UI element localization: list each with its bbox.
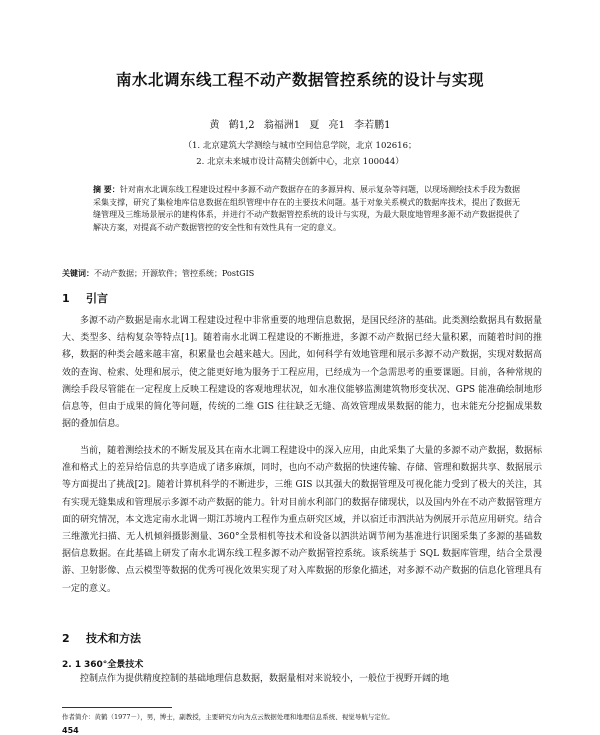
section-heading-intro xyxy=(62,290,108,306)
intro-paragraph-2: 当前，随着测绘技术的不断发展及其在南水北调工程建设中的深入应用，由此采集了大量的多源不动产数据，数据标准和格式上的差异给信息的共享造成了诸多麻烦，同时，也向不动产数据的快速传输、存储、管理和数据共享、数据展示等方面提出了挑战[2]。随着计算机科学的不断进步，三维 GIS 以其强大的数据管理及可视化能力受到了极大的关注，其有实现无缝集成和管理展示多源不动产数据的能力。针对目前水利部门的数据存储现状，以及国内外在不动产数据管理方面的研究情况，本文选定南水北调一期江苏境内工程作为重点研究区域，并以宿迁市泗洪站为例展开示范应用研究。结合三维激光扫描、无人机倾斜摄影测量、360°全景相机等技术和设备以泗洪站调节闸为基准进行识图采集了多源的基础数据信息数据。在此基础上研发了南水北调东线工程多源不动产数据管控系统。该系统基于 SQL 数据库管理，结合全景漫游、卫射影像、点云模型等数据的优秀可视化效果实现了对入库数据的形象化描述，对多源不动产数据的信息化管理具有一定的意义。 xyxy=(62,446,542,594)
author-footnote: 作者简介：黄鹤（1977－），男，博士，副教授，主要研究方向为点云数据处理和地理信息系统、视觉导航与定位。 xyxy=(62,713,394,721)
intro-paragraph-1: 多源不动产数据是南水北调工程建设过程中非常重要的地理信息数据，是国民经济的基础。此类测绘数据具有数据量大、类型多、结构复杂等特点[1]。随着南水北调工程建设的不断推进，多源不动产数据已经大量积累，而随着时间的推移，数据的种类会越来越丰富，积累量也会越来越大。因此，如何科学有效地管理和展示多源不动产数据，实现对数据高效的查询、检索、处理和展示，使之能更好地为服务于工程应用，已经成为一个急需思考的重要课题。目前，各种常规的测绘手段尽管能在一定程度上反映工程建设的客观地理状况，如水准仪能够监测建筑物形变状况、GPS 能准确绘制地形信息等，但由于成果的简化等问题，传统的二维 GIS 往往缺乏无缝、高效管理成果数据的能力，也未能充分挖掘成果数据的叠加信息。 xyxy=(62,316,542,430)
abstract-label: 摘 要： xyxy=(93,185,120,194)
section-number: 2 xyxy=(62,632,70,645)
page-number: 454 xyxy=(62,726,79,735)
section-heading-tech xyxy=(62,630,141,646)
tech-paragraph-1: 控制点作为提供精度控制的基础地理信息数据，数据量相对来说较小，一般位于视野开阔的地 xyxy=(80,674,450,684)
section-title: 技术和方法 xyxy=(86,632,141,645)
author-list: 黄 鹤1,2 翁福洲1 夏 亮1 李若鹏1 xyxy=(209,120,391,131)
keywords xyxy=(62,268,522,279)
section-title: 引言 xyxy=(86,292,108,305)
affiliation-1: （1. 北京建筑大学测绘与城市空间信息学院，北京 102616； xyxy=(183,141,417,151)
section-number: 1 xyxy=(62,292,70,305)
subsection-number: 2. 1 xyxy=(62,660,82,670)
footnote-divider xyxy=(62,707,172,708)
subsection-heading xyxy=(62,657,143,670)
affiliation-2: 2. 北京未来城市设计高精尖创新中心，北京 100044） xyxy=(196,157,404,167)
keywords-text: 不动产数据；开源软件；管控系统；PostGIS xyxy=(94,269,255,278)
subsection-title: 360°全景技术 xyxy=(84,660,144,670)
keywords-label: 关键词： xyxy=(62,269,94,278)
paper-title: 南水北调东线工程不动产数据管控系统的设计与实现 xyxy=(115,71,484,89)
abstract xyxy=(93,184,520,234)
abstract-text: 针对南水北调东线工程建设过程中多源不动产数据存在的多源异构、展示复杂等问题，以现场测绘技术手段为数据采集支撑，研究了集检地库信息数据在组织管理中存在的主要技术问题。基于对象关系模式的数据库技术，提出了数据无缝管理及三维场景展示的建构体系，并进行不动产数据管控系统的设计与实现，为最大限度地管理多源不动产数据提供了解决方案，对提高不动产数据管控的安全性和有效性具有一定的意义。 xyxy=(93,185,520,232)
